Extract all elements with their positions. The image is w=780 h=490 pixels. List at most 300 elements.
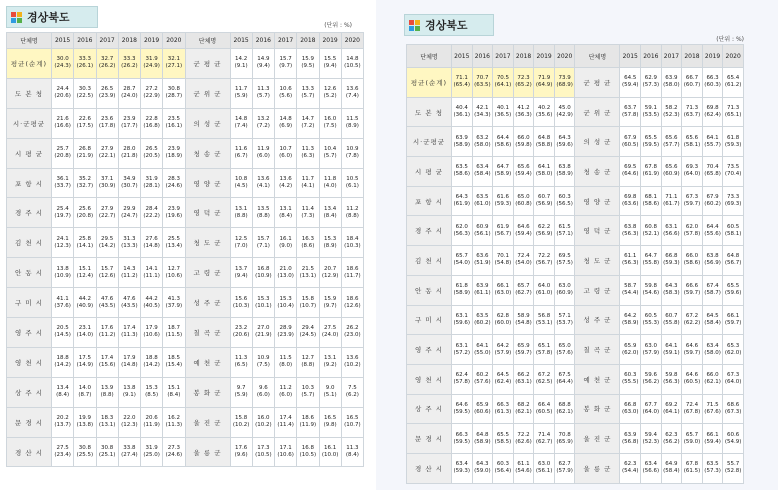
value-main: 72.2 [537, 253, 551, 260]
value-secondary: (52.1) [642, 230, 660, 237]
value-cell [682, 305, 703, 335]
value-secondary: (37.6) [54, 302, 71, 309]
value-main: 12.7 [167, 265, 180, 272]
value-main: 65.7 [685, 431, 699, 438]
value-cell [297, 288, 319, 318]
value-cell [96, 138, 118, 168]
value-cell [297, 407, 319, 437]
value-cell [682, 335, 703, 365]
value-cell [163, 138, 185, 168]
value-secondary: (9.8) [323, 422, 337, 429]
value-secondary: (7.5) [256, 362, 270, 369]
value-main: 12.5 [235, 235, 248, 242]
value-secondary: (10.7) [344, 422, 361, 429]
value-main: 42.1 [476, 105, 489, 112]
value-cell [118, 347, 140, 377]
right-document-panel [376, 0, 778, 490]
value-cell [452, 68, 473, 98]
value-main: 13.1 [324, 355, 337, 362]
value-cell [472, 335, 493, 365]
value-main: 67.5 [558, 372, 571, 379]
value-main: 11.3 [257, 86, 270, 93]
value-main: 40.4 [455, 105, 468, 112]
value-secondary: (11.3) [121, 332, 138, 339]
section-title [6, 6, 98, 28]
value-secondary: (27.1) [165, 63, 183, 70]
value-cell [452, 364, 473, 394]
table-row [407, 305, 744, 335]
value-secondary: (52.3) [642, 438, 660, 445]
value-main: 66.2 [517, 372, 530, 379]
value-cell [230, 49, 252, 79]
value-main: 66.3 [496, 401, 510, 408]
row-name-cell: 군 위 군 [185, 78, 230, 108]
value-secondary: (13.0) [277, 272, 294, 279]
value-main: 20.2 [56, 415, 69, 422]
value-main: 13.8 [123, 385, 136, 392]
value-cell [493, 246, 514, 276]
value-cell [319, 407, 341, 437]
value-cell [230, 228, 252, 258]
row-name-cell: 울 진 군 [185, 407, 230, 437]
value-main: 67.3 [727, 372, 740, 379]
value-cell [513, 127, 534, 157]
value-main: 9.7 [236, 385, 246, 392]
value-main: 30.8 [78, 445, 91, 452]
table-row [7, 168, 364, 198]
value-main: 28.7 [123, 86, 136, 93]
value-cell [163, 377, 185, 407]
value-secondary: (62.1) [556, 408, 573, 415]
value-cell [620, 157, 641, 187]
value-main: 64.1 [706, 134, 719, 141]
value-secondary: (19.7) [54, 212, 71, 219]
value-cell [297, 168, 319, 198]
value-cell [554, 97, 575, 127]
value-main: 64.0 [537, 283, 551, 290]
value-secondary: (11.4) [277, 422, 294, 429]
value-secondary: (64.6) [621, 171, 639, 178]
value-main: 25.6 [78, 205, 91, 212]
value-main: 15.7 [101, 265, 114, 272]
value-secondary: (57.9) [642, 349, 660, 356]
value-secondary: (56.6) [642, 468, 660, 475]
value-main: 44.2 [145, 295, 158, 302]
value-main: 63.2 [476, 134, 489, 141]
value-cell [554, 275, 575, 305]
value-main: 17.6 [235, 445, 248, 452]
row-name-cell: 영 천 시 [407, 364, 452, 394]
value-cell [341, 49, 363, 79]
value-secondary: (56.1) [474, 230, 491, 237]
row-name-cell: 문 경 시 [7, 407, 52, 437]
row-name-cell: 도 본 청 [407, 97, 452, 127]
value-secondary: (8.4) [167, 392, 181, 399]
value-secondary: (8.8) [345, 212, 359, 219]
value-cell [661, 364, 682, 394]
row-name-cell: 고 령 군 [185, 258, 230, 288]
value-main: 30.0 [56, 56, 69, 63]
value-main: 11.3 [346, 445, 359, 452]
value-secondary: (65.2) [515, 82, 532, 89]
value-main: 68.8 [558, 401, 571, 408]
value-cell [52, 228, 74, 258]
value-secondary: (14.9) [76, 362, 94, 369]
value-cell [452, 424, 473, 454]
value-secondary: (62.7) [515, 290, 532, 297]
value-main: 22.0 [123, 415, 136, 422]
value-main: 66.1 [496, 283, 510, 290]
value-cell [319, 168, 341, 198]
value-main: 64.5 [496, 372, 510, 379]
value-main: 70.5 [496, 75, 510, 82]
value-cell [534, 157, 555, 187]
value-secondary: (61.0) [535, 290, 553, 297]
value-cell [319, 347, 341, 377]
column-header-year: 2018 [682, 45, 703, 68]
value-main: 64.4 [496, 134, 510, 141]
value-secondary: (58.3) [663, 290, 680, 297]
value-cell [141, 407, 163, 437]
value-main: 66.6 [685, 283, 699, 290]
value-main: 23.5 [167, 116, 180, 123]
value-secondary: (18.9) [165, 153, 183, 160]
value-cell [319, 258, 341, 288]
value-cell [620, 305, 641, 335]
value-main: 16.0 [324, 116, 337, 123]
value-cell [230, 407, 252, 437]
value-cell [163, 168, 185, 198]
value-cell [74, 168, 96, 198]
value-cell [275, 49, 297, 79]
value-secondary: (63.7) [683, 112, 701, 119]
value-cell [620, 68, 641, 98]
value-main: 12.7 [301, 355, 314, 362]
value-main: 59.4 [644, 431, 657, 438]
value-cell [252, 168, 274, 198]
value-cell [641, 424, 662, 454]
value-cell [74, 138, 96, 168]
value-main: 66.1 [727, 312, 740, 319]
value-main: 64.3 [665, 283, 678, 290]
value-main: 13.6 [346, 355, 359, 362]
value-cell [118, 78, 140, 108]
value-secondary: (11.9) [143, 422, 160, 429]
value-secondary: (9.4) [256, 63, 270, 70]
value-cell [723, 424, 744, 454]
row-name-cell: 칠 곡 군 [185, 318, 230, 348]
value-cell [297, 347, 319, 377]
value-cell [493, 97, 514, 127]
value-cell [641, 246, 662, 276]
value-cell [141, 318, 163, 348]
value-secondary: (57.3) [704, 468, 721, 475]
value-secondary: (58.4) [474, 171, 491, 178]
value-cell [118, 198, 140, 228]
value-cell [641, 453, 662, 483]
value-main: 61.1 [517, 461, 530, 468]
value-secondary: (13.1) [299, 272, 317, 279]
value-secondary: (9.2) [323, 362, 337, 369]
value-cell [319, 49, 341, 79]
value-main: 64.8 [476, 431, 489, 438]
value-cell [702, 186, 723, 216]
value-secondary: (4.0) [323, 183, 337, 189]
logo-icon [11, 12, 22, 23]
value-main: 10.7 [279, 146, 292, 153]
row-name-cell: 예 천 군 [575, 364, 620, 394]
value-cell [493, 453, 514, 483]
value-cell [252, 258, 274, 288]
value-secondary: (58.0) [474, 141, 491, 148]
value-cell [641, 97, 662, 127]
value-main: 15.1 [167, 385, 180, 392]
value-secondary: (42.9) [556, 112, 573, 119]
table-row [7, 258, 364, 288]
value-secondary: (60.9) [663, 171, 680, 178]
value-main: 13.6 [279, 176, 292, 182]
table-row [407, 157, 744, 187]
value-cell [493, 394, 514, 424]
value-cell [275, 318, 297, 348]
value-cell [472, 394, 493, 424]
table-row [407, 364, 744, 394]
value-main: 73.9 [558, 75, 571, 82]
value-main: 18.4 [346, 235, 359, 242]
value-cell [534, 364, 555, 394]
value-cell [118, 138, 140, 168]
value-secondary: (63.5) [474, 82, 491, 89]
value-cell [702, 246, 723, 276]
value-cell [118, 168, 140, 198]
value-main: 67.4 [706, 283, 719, 290]
value-secondary: (10.5) [255, 452, 272, 459]
column-header-year: 2018 [297, 33, 319, 49]
value-main: 66.0 [685, 253, 699, 260]
value-main: 67.9 [624, 134, 637, 141]
column-header-year: 2020 [723, 45, 744, 68]
value-cell [452, 305, 473, 335]
value-main: 47.6 [101, 295, 114, 302]
value-cell [118, 108, 140, 138]
column-header-year: 2016 [641, 45, 662, 68]
value-main: 16.1 [279, 235, 292, 242]
value-secondary: (6.5) [234, 362, 248, 369]
value-cell [96, 318, 118, 348]
row-name-cell: 군 평 균 [575, 68, 620, 98]
value-cell [163, 78, 185, 108]
value-secondary: (5.7) [301, 93, 315, 100]
table-row [7, 407, 364, 437]
value-cell [252, 437, 274, 467]
value-main: 25.4 [56, 205, 69, 212]
value-cell [682, 394, 703, 424]
value-main: 65.7 [455, 253, 468, 260]
value-cell [682, 68, 703, 98]
value-main: 71.1 [665, 194, 678, 201]
value-cell [141, 138, 163, 168]
value-secondary: (58.6) [494, 141, 512, 148]
value-main: 17.1 [279, 445, 292, 452]
left-document-panel [0, 0, 370, 490]
value-main: 25.5 [167, 235, 180, 242]
value-main: 18.6 [346, 265, 359, 272]
value-cell [341, 347, 363, 377]
value-main: 55.7 [727, 461, 740, 468]
value-main: 16.2 [167, 415, 180, 422]
value-main: 64.1 [665, 342, 678, 349]
column-header-year: 2020 [341, 33, 363, 49]
value-secondary: (59.3) [663, 260, 680, 267]
value-secondary: (59.6) [556, 141, 573, 148]
value-main: 16.0 [257, 415, 270, 422]
value-main: 33.3 [78, 56, 91, 63]
value-cell [702, 216, 723, 246]
value-main: 26.8 [78, 146, 91, 153]
value-cell [74, 347, 96, 377]
value-main: 11.7 [235, 86, 248, 93]
value-secondary: (33.7) [54, 183, 71, 189]
value-secondary: (7.5) [323, 123, 337, 130]
value-main: 17.4 [101, 355, 114, 362]
value-secondary: (58.6) [453, 171, 471, 178]
value-secondary: (60.2) [474, 319, 491, 326]
row-name-cell: 평균(순계) [407, 68, 452, 98]
value-secondary: (59.0) [474, 468, 491, 475]
value-secondary: (67.3) [724, 408, 742, 415]
value-main: 72.3 [517, 75, 530, 82]
row-name-cell: 영 천 시 [7, 347, 52, 377]
value-main: 11.2 [346, 205, 359, 212]
value-cell [661, 127, 682, 157]
value-cell [319, 288, 341, 318]
value-secondary: (54.9) [724, 438, 742, 445]
value-main: 15.3 [257, 295, 270, 302]
value-main: 62.3 [665, 431, 678, 438]
value-cell [723, 364, 744, 394]
value-main: 60.9 [476, 223, 489, 230]
value-secondary: (43.5) [98, 302, 116, 309]
value-cell [641, 305, 662, 335]
value-main: 63.1 [455, 342, 468, 349]
value-secondary: (57.1) [556, 230, 573, 237]
value-cell [452, 275, 473, 305]
value-cell [341, 437, 363, 467]
value-main: 65.6 [665, 134, 678, 141]
value-secondary: (10.9) [255, 272, 272, 279]
value-secondary: (53.5) [642, 112, 660, 119]
value-secondary: (25.5) [76, 452, 94, 459]
value-cell [702, 424, 723, 454]
value-cell [641, 157, 662, 187]
value-main: 11.5 [279, 355, 292, 362]
value-main: 64.6 [685, 372, 699, 379]
value-main: 28.4 [145, 205, 158, 212]
value-cell [554, 68, 575, 98]
table-row [407, 246, 744, 276]
value-secondary: (58.0) [663, 82, 680, 89]
value-cell [230, 347, 252, 377]
value-secondary: (14.2) [143, 362, 160, 369]
value-main: 25.7 [56, 146, 69, 153]
row-name-cell: 울 진 군 [575, 424, 620, 454]
value-cell [702, 157, 723, 187]
value-secondary: (54.4) [621, 290, 639, 297]
value-cell [723, 305, 744, 335]
value-cell [341, 258, 363, 288]
row-name-cell: 시·군평균 [407, 127, 452, 157]
column-header-year: 2015 [52, 33, 74, 49]
value-secondary: (61.9) [642, 171, 660, 178]
value-cell [74, 288, 96, 318]
value-main: 22.8 [145, 116, 158, 123]
value-secondary: (5.2) [323, 93, 337, 100]
value-main: 10.4 [324, 146, 337, 153]
value-cell [141, 347, 163, 377]
value-secondary: (15.6) [98, 362, 116, 369]
value-main: 65.9 [517, 342, 530, 349]
value-secondary: (58.9) [556, 171, 573, 178]
row-name-cell: 문 경 시 [407, 424, 452, 454]
value-secondary: (58.6) [683, 260, 701, 267]
value-secondary: (57.3) [642, 82, 660, 89]
column-header-year: 2016 [472, 45, 493, 68]
value-secondary: (59.4) [704, 438, 721, 445]
value-cell [230, 78, 252, 108]
value-cell [297, 198, 319, 228]
table-row [7, 198, 364, 228]
value-cell [141, 437, 163, 467]
value-secondary: (8.0) [279, 362, 293, 369]
value-secondary: (24.6) [165, 183, 183, 189]
value-main: 11.4 [301, 205, 314, 212]
value-main: 59.6 [644, 372, 657, 379]
value-secondary: (14.8) [121, 362, 138, 369]
value-main: 33.3 [123, 56, 136, 63]
value-main: 65.6 [685, 134, 699, 141]
value-cell [341, 78, 363, 108]
value-main: 31.9 [145, 56, 158, 63]
value-cell [723, 157, 744, 187]
logo-icon [409, 20, 420, 31]
value-secondary: (24.0) [321, 332, 339, 339]
value-cell [275, 78, 297, 108]
value-cell [682, 275, 703, 305]
value-cell [275, 288, 297, 318]
column-header-year: 2017 [493, 45, 514, 68]
value-main: 63.9 [455, 134, 468, 141]
row-name-cell: 군 위 군 [575, 97, 620, 127]
unit-label: (단위 : %) [324, 22, 352, 29]
value-main: 41.1 [56, 295, 69, 302]
value-cell [297, 377, 319, 407]
value-main: 18.5 [167, 355, 180, 362]
value-secondary: (10.0) [321, 452, 339, 459]
value-main: 15.7 [279, 56, 292, 63]
value-cell [472, 127, 493, 157]
value-secondary: (60.8) [515, 201, 532, 208]
value-main: 10.9 [257, 355, 270, 362]
value-secondary: (14.1) [76, 242, 94, 249]
value-main: 63.4 [706, 342, 719, 349]
value-main: 26.2 [346, 325, 359, 332]
value-cell [723, 186, 744, 216]
value-secondary: (5.6) [279, 93, 293, 100]
value-secondary: (65.9) [556, 438, 573, 445]
row-name-cell: 성 주 군 [185, 288, 230, 318]
value-secondary: (12.9) [321, 272, 339, 279]
value-secondary: (5.7) [256, 93, 270, 100]
